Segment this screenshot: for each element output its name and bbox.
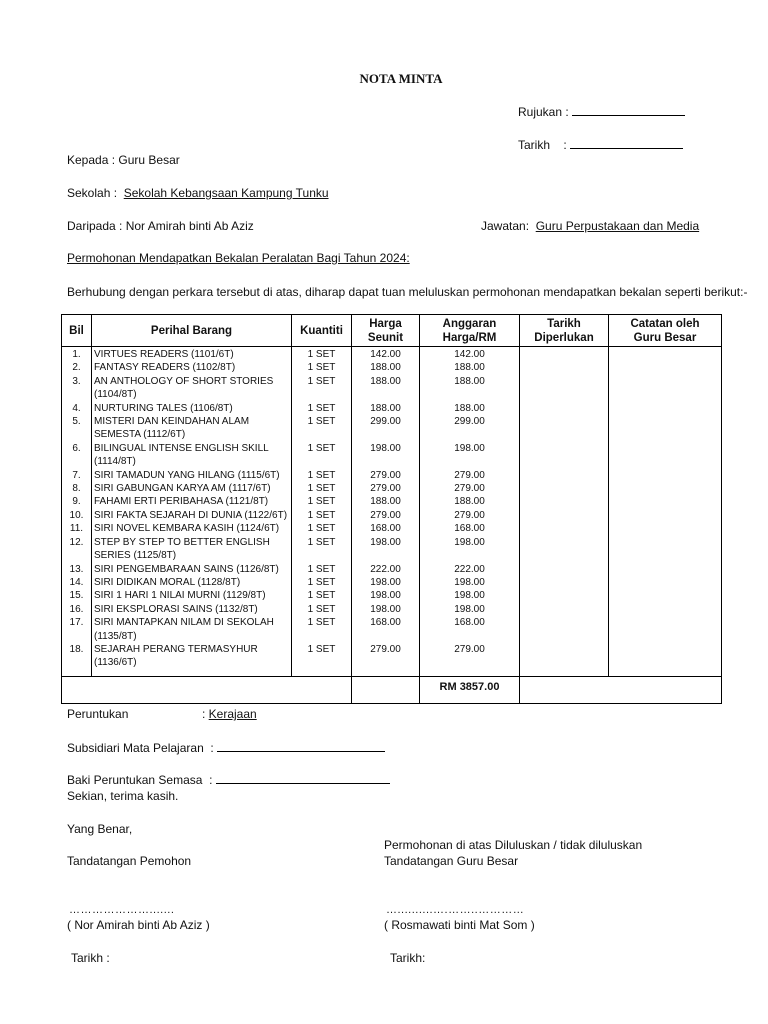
cell-quantity: 1 SET — [292, 402, 352, 415]
cell-bil: 5. — [62, 415, 92, 442]
cell-unit-price: 279.00 — [352, 643, 420, 676]
cell-estimated-price: 222.00 — [420, 563, 520, 576]
subject-line: Permohonan Mendapatkan Bekalan Peralatan Bagi Tahun 2024: — [67, 251, 410, 265]
total-blank-cell — [352, 676, 420, 703]
cell-date-needed — [520, 576, 609, 589]
cell-quantity: 1 SET — [292, 522, 352, 535]
table-row — [62, 347, 722, 362]
cell-item: FANTASY READERS (1102/8T) — [92, 361, 292, 374]
cell-item: AN ANTHOLOGY OF SHORT STORIES (1104/8T) — [92, 375, 292, 402]
baki-label: Baki Peruntukan Semasa — [67, 773, 203, 787]
cell-estimated-price: 168.00 — [420, 522, 520, 535]
cell-bil: 8. — [62, 482, 92, 495]
cell-date-needed — [520, 442, 609, 469]
table-row — [62, 603, 722, 616]
cell-bil: 11. — [62, 522, 92, 535]
cell-quantity: 1 SET — [292, 509, 352, 522]
jawatan-label: Jawatan: — [481, 219, 530, 233]
cell-quantity: 1 SET — [292, 482, 352, 495]
cell-estimated-price: 279.00 — [420, 509, 520, 522]
cell-item: SIRI MANTAPKAN NILAM DI SEKOLAH (1135/8T) — [92, 616, 292, 643]
table-row — [62, 495, 722, 508]
cell-date-needed — [520, 589, 609, 602]
cell-bil: 4. — [62, 402, 92, 415]
cell-bil: 12. — [62, 536, 92, 563]
cell-estimated-price: 198.00 — [420, 576, 520, 589]
table-row — [62, 415, 722, 442]
cell-estimated-price: 188.00 — [420, 361, 520, 374]
cell-bil: 13. — [62, 563, 92, 576]
cell-quantity: 1 SET — [292, 415, 352, 442]
cell-date-needed — [520, 482, 609, 495]
approval-text: Permohonan di atas Diluluskan / tidak diluluskan — [384, 838, 643, 852]
rujukan-label: Rujukan — [518, 105, 563, 119]
cell-estimated-price: 279.00 — [420, 643, 520, 676]
cell-estimated-price: 299.00 — [420, 415, 520, 442]
cell-estimated-price: 188.00 — [420, 402, 520, 415]
kepada-line: Kepada : Guru Besar — [67, 153, 180, 167]
jawatan-value: Guru Perpustakaan dan Media — [535, 219, 700, 233]
cell-remarks — [609, 563, 722, 576]
cell-remarks — [609, 347, 722, 362]
cell-item: SEJARAH PERANG TERMASYHUR (1136/6T) — [92, 643, 292, 676]
cell-bil: 7. — [62, 469, 92, 482]
cell-estimated-price: 142.00 — [420, 347, 520, 362]
tarikh-label: Tarikh — [518, 138, 551, 152]
jawatan-line — [481, 219, 699, 233]
cell-quantity: 1 SET — [292, 603, 352, 616]
table-row — [62, 375, 722, 402]
cell-item: VIRTUES READERS (1101/6T) — [92, 347, 292, 362]
cell-date-needed — [520, 495, 609, 508]
cell-unit-price: 188.00 — [352, 361, 420, 374]
table-row — [62, 482, 722, 495]
table-row — [62, 536, 722, 563]
total-remarks-cell — [520, 676, 722, 703]
cell-estimated-price: 188.00 — [420, 495, 520, 508]
cell-item: MISTERI DAN KEINDAHAN ALAM SEMESTA (1112/6T) — [92, 415, 292, 442]
baki-row: Baki Peruntukan Semasa : — [67, 772, 390, 787]
cell-estimated-price: 188.00 — [420, 375, 520, 402]
cell-unit-price: 188.00 — [352, 495, 420, 508]
cell-unit-price: 188.00 — [352, 375, 420, 402]
cell-estimated-price: 198.00 — [420, 603, 520, 616]
cell-remarks — [609, 603, 722, 616]
items-table — [61, 314, 722, 704]
cell-remarks — [609, 576, 722, 589]
cell-date-needed — [520, 415, 609, 442]
rujukan-blank[interactable] — [572, 104, 685, 116]
cell-quantity: 1 SET — [292, 643, 352, 676]
tarikh-row — [518, 137, 683, 152]
cell-remarks — [609, 643, 722, 676]
table-row — [62, 616, 722, 643]
cell-item: STEP BY STEP TO BETTER ENGLISH SERIES (1125/8T) — [92, 536, 292, 563]
nama-pemohon: ( Nor Amirah binti Ab Aziz ) — [67, 918, 210, 932]
cell-quantity: 1 SET — [292, 361, 352, 374]
cell-estimated-price: 198.00 — [420, 536, 520, 563]
sekolah-label: Sekolah : — [67, 186, 118, 200]
cell-item: FAHAMI ERTI PERIBAHASA (1121/8T) — [92, 495, 292, 508]
cell-unit-price: 279.00 — [352, 482, 420, 495]
page-title: NOTA MINTA — [359, 71, 443, 86]
cell-estimated-price: 168.00 — [420, 616, 520, 643]
cell-date-needed — [520, 536, 609, 563]
cell-unit-price: 142.00 — [352, 347, 420, 362]
cell-quantity: 1 SET — [292, 576, 352, 589]
table-row — [62, 509, 722, 522]
total-row — [62, 676, 722, 703]
cell-bil: 15. — [62, 589, 92, 602]
cell-quantity: 1 SET — [292, 536, 352, 563]
cell-quantity: 1 SET — [292, 616, 352, 643]
cell-bil: 3. — [62, 375, 92, 402]
cell-remarks — [609, 589, 722, 602]
cell-remarks — [609, 509, 722, 522]
cell-bil: 18. — [62, 643, 92, 676]
sekian-text: Sekian, terima kasih. — [67, 789, 179, 803]
cell-item: SIRI GABUNGAN KARYA AM (1117/6T) — [92, 482, 292, 495]
cell-unit-price: 198.00 — [352, 603, 420, 616]
cell-item: SIRI FAKTA SEJARAH DI DUNIA (1122/6T) — [92, 509, 292, 522]
cell-bil: 9. — [62, 495, 92, 508]
sekolah-value: Sekolah Kebangsaan Kampung Tunku — [123, 186, 329, 200]
cell-quantity: 1 SET — [292, 563, 352, 576]
cell-remarks — [609, 375, 722, 402]
cell-date-needed — [520, 616, 609, 643]
sekolah-line — [67, 186, 329, 200]
cell-item: SIRI DIDIKAN MORAL (1128/8T) — [92, 576, 292, 589]
cell-date-needed — [520, 375, 609, 402]
subsidiari-row: Subsidiari Mata Pelajaran : — [67, 740, 385, 755]
cell-date-needed — [520, 347, 609, 362]
grand-total: RM 3857.00 — [420, 676, 520, 703]
subsidiari-label: Subsidiari Mata Pelajaran — [67, 741, 204, 755]
tarikh-blank[interactable] — [570, 137, 683, 149]
cell-item: SIRI EKSPLORASI SAINS (1132/8T) — [92, 603, 292, 616]
header-anggaran: Anggaran Harga/RM — [420, 315, 520, 347]
tarikh-guru-besar: Tarikh: — [390, 951, 426, 965]
table-row — [62, 576, 722, 589]
rujukan-colon: : — [562, 105, 573, 119]
baki-blank[interactable] — [216, 772, 390, 784]
table-row — [62, 402, 722, 415]
cell-unit-price: 279.00 — [352, 509, 420, 522]
cell-unit-price: 279.00 — [352, 469, 420, 482]
cell-date-needed — [520, 509, 609, 522]
cell-remarks — [609, 522, 722, 535]
cell-item: BILINGUAL INTENSE ENGLISH SKILL (1114/8T) — [92, 442, 292, 469]
tarikh-pemohon: Tarikh : — [71, 951, 110, 965]
cell-unit-price: 168.00 — [352, 522, 420, 535]
table-row — [62, 361, 722, 374]
cell-remarks — [609, 415, 722, 442]
tarikh-colon: : — [550, 138, 571, 152]
cell-estimated-price: 279.00 — [420, 469, 520, 482]
rujukan-row — [518, 104, 685, 119]
cell-estimated-price: 198.00 — [420, 442, 520, 469]
intro-paragraph: Berhubung dengan perkara tersebut di atas, diharap dapat tuan meluluskan permohonan mendapatkan bekalan seperti berikut:- — [67, 285, 748, 299]
cell-unit-price: 222.00 — [352, 563, 420, 576]
table-row — [62, 469, 722, 482]
cell-estimated-price: 279.00 — [420, 482, 520, 495]
header-catatan: Catatan oleh Guru Besar — [609, 315, 722, 347]
header-kuantiti: Kuantiti — [292, 315, 352, 347]
header-tarikh: Tarikh Diperlukan — [520, 315, 609, 347]
cell-item: SIRI TAMADUN YANG HILANG (1115/6T) — [92, 469, 292, 482]
tandatangan-guru-besar: Tandatangan Guru Besar — [384, 854, 519, 868]
header-bil: Bil — [62, 315, 92, 347]
peruntukan-value: Kerajaan — [208, 707, 257, 721]
cell-bil: 10. — [62, 509, 92, 522]
cell-remarks — [609, 536, 722, 563]
signature-line-guru-besar[interactable]: …..........….……..………… — [386, 904, 525, 916]
cell-unit-price: 168.00 — [352, 616, 420, 643]
cell-quantity: 1 SET — [292, 375, 352, 402]
table-row — [62, 589, 722, 602]
cell-item: SIRI NOVEL KEMBARA KASIH (1124/6T) — [92, 522, 292, 535]
cell-date-needed — [520, 563, 609, 576]
cell-bil: 1. — [62, 347, 92, 362]
cell-date-needed — [520, 643, 609, 676]
cell-date-needed — [520, 361, 609, 374]
cell-bil: 2. — [62, 361, 92, 374]
cell-bil: 14. — [62, 576, 92, 589]
cell-unit-price: 188.00 — [352, 402, 420, 415]
cell-bil: 17. — [62, 616, 92, 643]
nama-guru-besar: ( Rosmawati binti Mat Som ) — [384, 918, 535, 932]
peruntukan-row: : Kerajaan — [202, 707, 257, 721]
peruntukan-label: Peruntukan — [67, 707, 129, 721]
cell-date-needed — [520, 522, 609, 535]
cell-item: SIRI PENGEMBARAAN SAINS (1126/8T) — [92, 563, 292, 576]
cell-quantity: 1 SET — [292, 442, 352, 469]
cell-quantity: 1 SET — [292, 469, 352, 482]
total-label-cell — [62, 676, 352, 703]
cell-item: SIRI 1 HARI 1 NILAI MURNI (1129/8T) — [92, 589, 292, 602]
header-perihal: Perihal Barang — [92, 315, 292, 347]
header-harga: Harga Seunit — [352, 315, 420, 347]
cell-remarks — [609, 361, 722, 374]
yang-benar: Yang Benar, — [67, 822, 133, 836]
cell-unit-price: 198.00 — [352, 576, 420, 589]
cell-remarks — [609, 482, 722, 495]
cell-unit-price: 198.00 — [352, 589, 420, 602]
cell-remarks — [609, 469, 722, 482]
cell-item: NURTURING TALES (1106/8T) — [92, 402, 292, 415]
cell-quantity: 1 SET — [292, 589, 352, 602]
cell-unit-price: 198.00 — [352, 536, 420, 563]
cell-remarks — [609, 442, 722, 469]
table-header-row — [62, 315, 722, 347]
table-row — [62, 442, 722, 469]
cell-estimated-price: 198.00 — [420, 589, 520, 602]
cell-unit-price: 198.00 — [352, 442, 420, 469]
cell-quantity: 1 SET — [292, 347, 352, 362]
cell-bil: 6. — [62, 442, 92, 469]
table-row — [62, 563, 722, 576]
cell-remarks — [609, 402, 722, 415]
cell-date-needed — [520, 402, 609, 415]
table-row — [62, 643, 722, 676]
cell-date-needed — [520, 603, 609, 616]
subsidiari-blank[interactable] — [217, 740, 385, 752]
cell-quantity: 1 SET — [292, 495, 352, 508]
tandatangan-pemohon: Tandatangan Pemohon — [67, 854, 192, 868]
cell-remarks — [609, 616, 722, 643]
table-row — [62, 522, 722, 535]
cell-bil: 16. — [62, 603, 92, 616]
daripada-line: Daripada : Nor Amirah binti Ab Aziz — [67, 219, 254, 233]
cell-remarks — [609, 495, 722, 508]
cell-date-needed — [520, 469, 609, 482]
signature-line-pemohon[interactable]: …………………....... — [69, 904, 175, 916]
cell-unit-price: 299.00 — [352, 415, 420, 442]
